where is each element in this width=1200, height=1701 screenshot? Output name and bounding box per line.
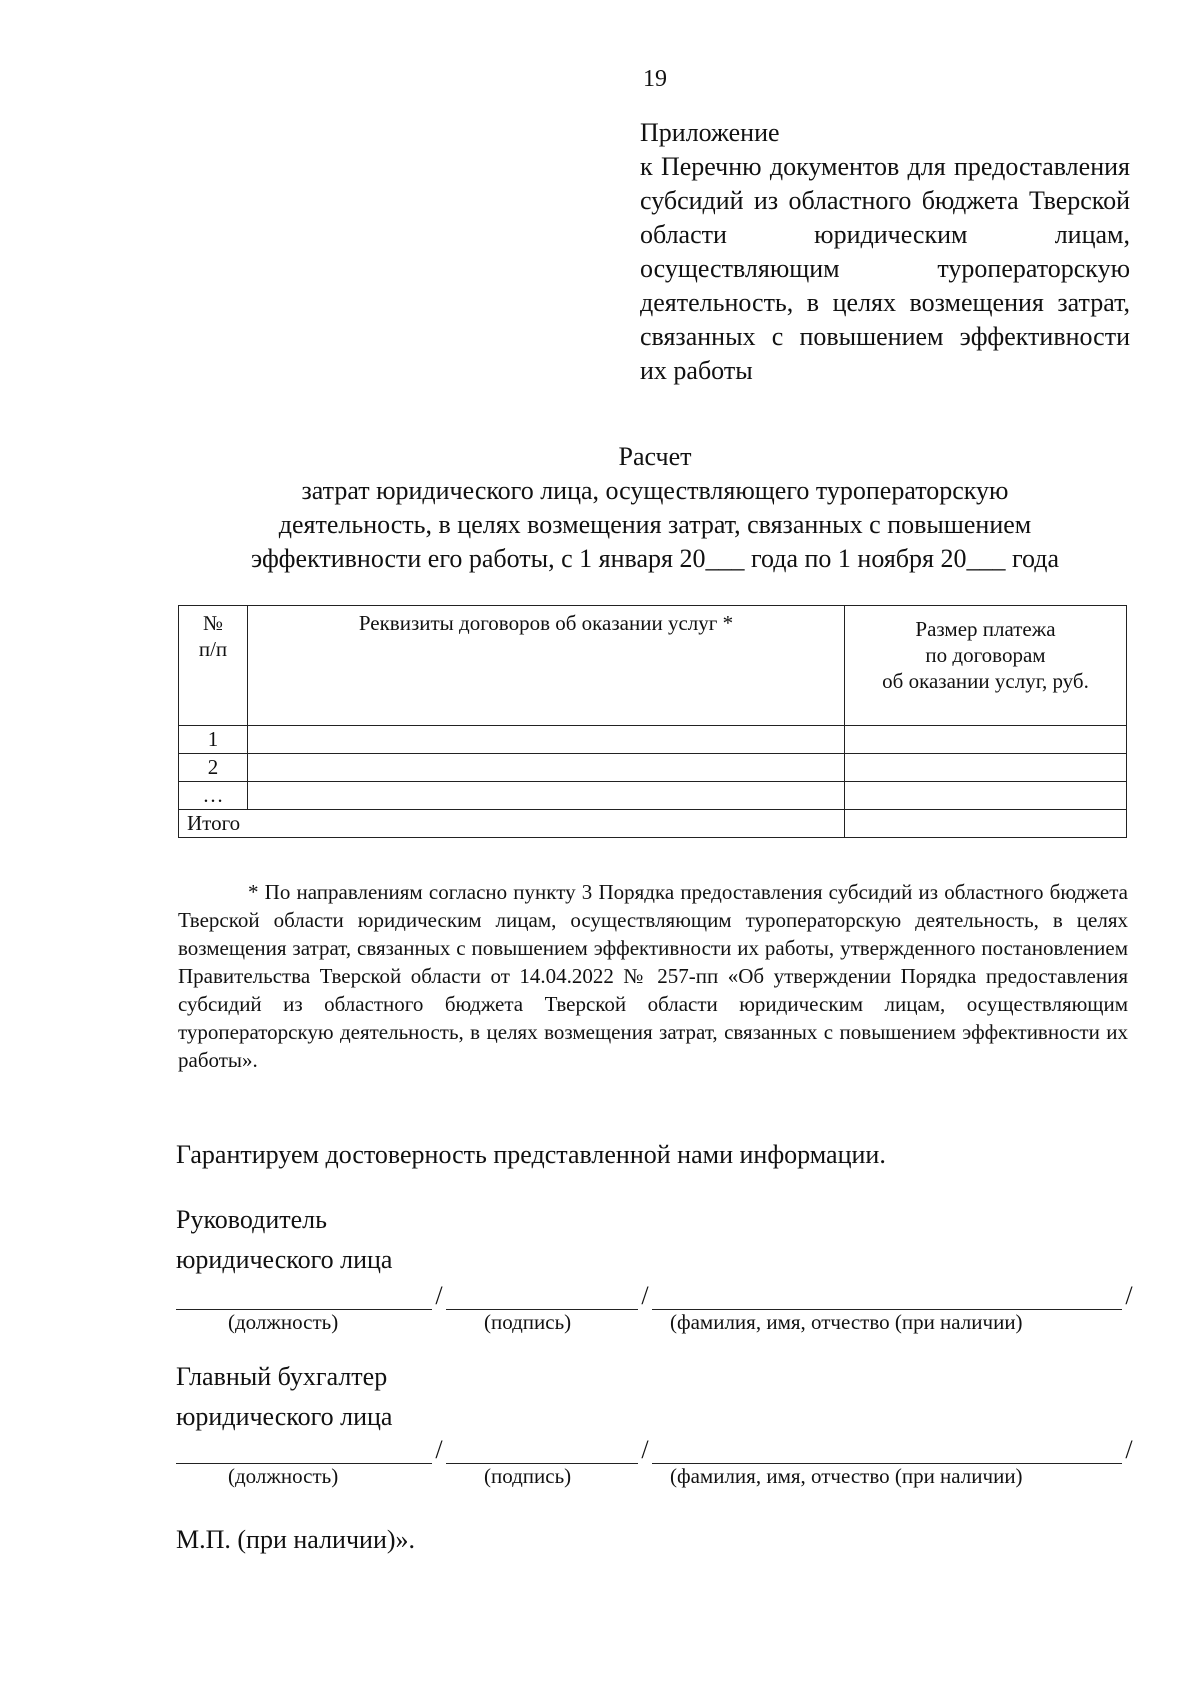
guarantee-statement: Гарантируем достоверность представленной нами информации. [176, 1140, 886, 1169]
caption-position: (должность) [228, 1310, 339, 1334]
row-number: 1 [179, 726, 248, 754]
header-number [179, 606, 248, 726]
head-name-field [652, 1287, 1122, 1310]
header-payment-line-3: об оказании услуг, руб. [882, 669, 1089, 693]
accountant-signature-captions [176, 1464, 1138, 1492]
table-total-row [179, 810, 1127, 838]
calculation-line-2: деятельность, в целях возмещения затрат, связанных с повышением [278, 510, 1032, 539]
accountant-label-line-1: Главный бухгалтер [176, 1362, 388, 1391]
header-number-line-1: № [202, 611, 224, 635]
separator-slash: / [435, 1281, 443, 1310]
head-signature-line [176, 1280, 1138, 1310]
accountant-name-field [652, 1441, 1122, 1464]
head-signature-captions [176, 1310, 1138, 1338]
stamp-note: М.П. (при наличии)». [176, 1525, 416, 1554]
separator-slash: / [641, 1435, 649, 1464]
row-number: 2 [179, 754, 248, 782]
appendix-body: к Перечню документов для предоставления субсидий из областного бюджета Тверской области юридическим лицам, осуществляющим туроператорскую деятельность, в целях возмещения затрат, связанных с повышением эффективности их работы [640, 152, 1130, 385]
appendix-block [640, 116, 1130, 388]
calculation-heading [160, 440, 1150, 576]
head-label-line-1: Руководитель [176, 1205, 327, 1234]
header-number-line-2: п/п [198, 637, 228, 661]
footnote: * По направлениям согласно пункту 3 Порядка предоставления субсидий из областного бюджета Тверской области юридическим лицам, осуществляющим туроператорскую деятельность, в целях возмещения затрат, связанных с повышением эффективности их работы, утвержденного постановлением Правительства Тверской области от 14.04.2022 № 257-пп «Об утверждении Порядка предоставления субсидий из областного бюджета Тверской области юридическим лицам, осуществляющим туроператорскую деятельность, в целях возмещения затрат, связанных с повышением эффективности их работы». [178, 880, 1128, 1072]
head-signature-label [176, 1200, 1136, 1280]
row-details-cell [248, 754, 845, 782]
header-payment-line-2: по договорам [925, 643, 1046, 667]
row-number: … [179, 782, 248, 810]
header-details: Реквизиты договоров об оказании услуг * [248, 606, 845, 726]
separator-slash: / [1125, 1281, 1133, 1310]
table-row [179, 782, 1127, 810]
head-position-field [176, 1287, 432, 1310]
appendix-title: Приложение [640, 118, 780, 147]
head-signature-field [446, 1287, 638, 1310]
accountant-label-line-2: юридического лица [176, 1402, 393, 1431]
separator-slash: / [435, 1435, 443, 1464]
accountant-signature-label [176, 1357, 1136, 1437]
caption-signature: (подпись) [484, 1464, 572, 1488]
row-details-cell [248, 782, 845, 810]
caption-signature: (подпись) [484, 1310, 572, 1334]
total-label: Итого [179, 810, 845, 838]
row-payment-cell [845, 754, 1127, 782]
calculation-line-1: затрат юридического лица, осуществляющего туроператорскую [301, 476, 1009, 505]
head-label-line-2: юридического лица [176, 1245, 393, 1274]
row-payment-cell [845, 726, 1127, 754]
separator-slash: / [641, 1281, 649, 1310]
contracts-table [178, 605, 1127, 838]
accountant-signature-line [176, 1434, 1138, 1464]
row-details-cell [248, 726, 845, 754]
table-row [179, 726, 1127, 754]
header-payment-line-1: Размер платежа [915, 617, 1056, 641]
separator-slash: / [1125, 1435, 1133, 1464]
row-payment-cell [845, 782, 1127, 810]
table-header-row [179, 606, 1127, 726]
calculation-title: Расчет [618, 442, 692, 471]
table-row [179, 754, 1127, 782]
header-payment [845, 606, 1127, 726]
calculation-line-3: эффективности его работы, с 1 января 20___ года по 1 ноября 20___ года [250, 544, 1060, 573]
caption-position: (должность) [228, 1464, 339, 1488]
accountant-signature-field [446, 1441, 638, 1464]
accountant-position-field [176, 1441, 432, 1464]
caption-name: (фамилия, имя, отчество (при наличии) [670, 1464, 1023, 1488]
page-number: 19 [643, 66, 667, 92]
total-payment-cell [845, 810, 1127, 838]
caption-name: (фамилия, имя, отчество (при наличии) [670, 1310, 1023, 1334]
